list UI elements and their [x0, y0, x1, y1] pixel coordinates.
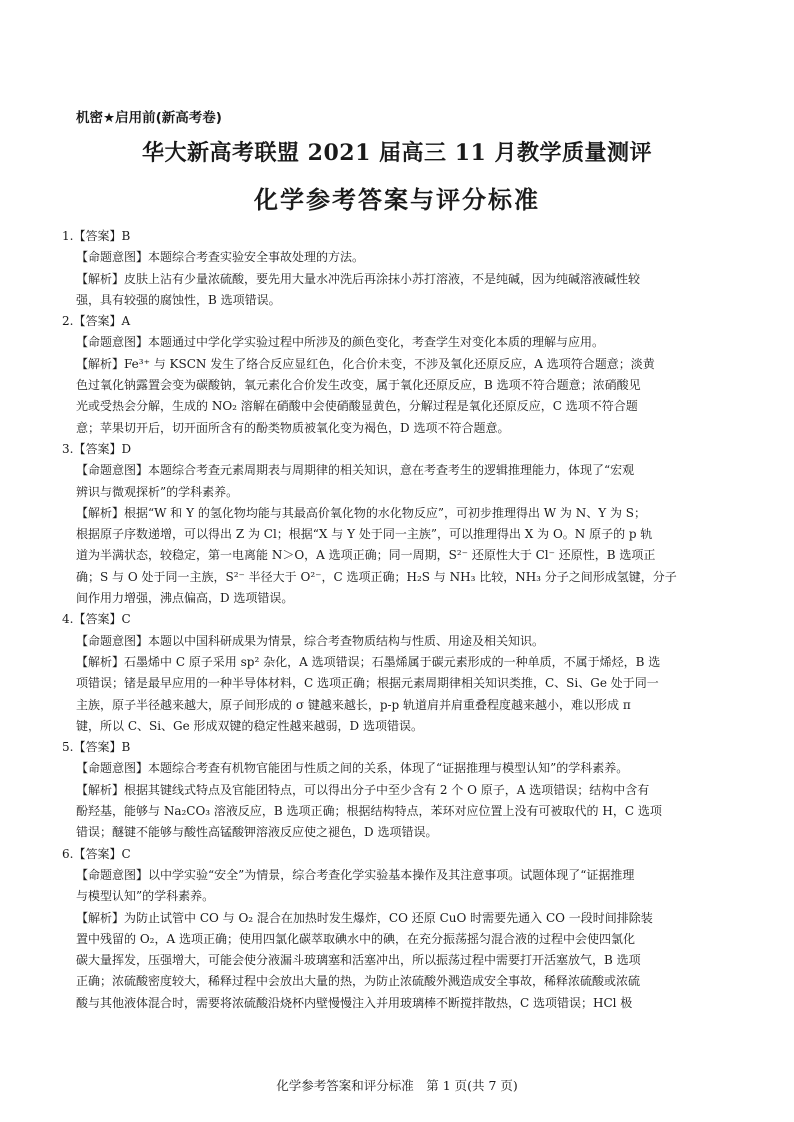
- answer-label: 5.【答案】B: [62, 740, 131, 755]
- intent-paragraph: [62, 865, 742, 908]
- text-line: 【解析】根据“W 和 Y 的氢化物均能与其最高价氧化物的水化物反应”，可初步推理得出 W 为 N、Y 为 S；: [76, 505, 647, 520]
- text-line: 【解析】根据其键线式特点及官能团特点，可以得出分子中至少含有 2 个 O 原子，A 选项错误；结构中含有: [76, 782, 650, 797]
- answer-item: [62, 226, 742, 311]
- text-line: 酚羟基，能够与 Na₂CO₃ 溶液反应，B 选项正确；根据结构特点，苯环对应位置上没有可被取代的 H，C 选项: [76, 804, 662, 819]
- page-footer: 化学参考答案和评分标准 第 1 页(共 7 页): [276, 1078, 518, 1093]
- analysis-paragraph: [62, 908, 742, 1014]
- answer-label: 6.【答案】C: [62, 846, 131, 861]
- text-line: 【命题意图】本题综合考查元素周期表与周期律的相关知识，意在考查考生的逻辑推理能力，体现了“宏观: [76, 463, 635, 478]
- text-line: 酸与其他液体混合时，需要将浓硫酸沿烧杯内壁慢慢注入并用玻璃棒不断搅拌散热，C 选项错误；HCl 极: [76, 995, 633, 1010]
- text-line: 【解析】皮肤上沾有少量浓硫酸，要先用大量水冲洗后再涂抹小苏打溶液，不是纯碱，因为纯碱溶液碱性较: [76, 271, 641, 286]
- text-line: 正确；浓硫酸密度较大，稀释过程中会放出大量的热，为防止浓硫酸外溅造成安全事故，稀释浓硫酸或浓硫: [76, 974, 641, 989]
- text-line: 根据原子序数递增，可以得出 Z 为 Cl；根据“X 与 Y 处于同一主族”，可以推理得出 X 为 O。N 原子的 p 轨: [76, 527, 653, 542]
- analysis-paragraph: [62, 780, 742, 844]
- text-line: 主族，原子半径越来越大，原子间形成的 σ 键越来越长，p-p 轨道肩并肩重叠程度越来越小，难以形成 π: [76, 697, 631, 712]
- answer-label: 4.【答案】C: [62, 612, 131, 627]
- text-line: 【解析】Fe³⁺ 与 KSCN 发生了络合反应显红色，化合价未变，不涉及氧化还原反应，A 选项符合题意；淡黄: [76, 356, 655, 371]
- answer-item: [62, 844, 742, 1014]
- text-line: 光或受热会分解，生成的 NO₂ 溶解在硝酸中会使硝酸显黄色，分解过程是氧化还原反应，C 选项不符合题: [76, 399, 638, 414]
- text-line: 【命题意图】本题通过中学化学实验过程中所涉及的颜色变化，考查学生对变化本质的理解与应用。: [76, 335, 605, 350]
- analysis-paragraph: [62, 652, 742, 737]
- answer-item: [62, 737, 742, 843]
- answer-item: [62, 609, 742, 737]
- intent-paragraph: [62, 758, 742, 779]
- answer-item: [62, 311, 742, 439]
- analysis-paragraph: [62, 503, 742, 609]
- intent-paragraph: [62, 460, 742, 503]
- page-title: 华大新高考联盟 2021 届高三 11 月教学质量测评: [142, 140, 652, 166]
- analysis-paragraph: [62, 269, 742, 312]
- text-line: 色过氧化钠露置会变为碳酸钠，氧元素化合价发生改变，属于氧化还原反应，B 选项不符合题意；浓硝酸见: [76, 378, 641, 393]
- text-line: 间作用力增强，沸点偏高，D 选项错误。: [76, 591, 294, 606]
- text-line: 错误；醚键不能够与酸性高锰酸钾溶液反应使之褪色，D 选项错误。: [76, 825, 438, 840]
- page-subtitle: 化学参考答案与评分标准: [254, 186, 540, 214]
- classification-label: 机密★启用前(新高考卷): [76, 110, 222, 126]
- intent-paragraph: [62, 332, 742, 353]
- text-line: 确；S 与 O 处于同一主族，S²⁻ 半径大于 O²⁻，C 选项正确；H₂S 与 NH₃ 比较，NH₃ 分子之间形成氢键，分子: [76, 569, 677, 584]
- intent-paragraph: [62, 631, 742, 652]
- text-line: 【命题意图】本题以中国科研成果为情景，综合考查物质结构与性质、用途及相关知识。: [76, 633, 545, 648]
- text-line: 【命题意图】本题综合考查实验安全事故处理的方法。: [76, 250, 365, 265]
- text-line: 道为半满状态，较稳定，第一电离能 N＞O，A 选项正确；同一周期，S²⁻ 还原性大于 Cl⁻ 还原性，B 选项正: [76, 548, 656, 563]
- text-line: 项错误；锗是最早应用的一种半导体材料，C 选项正确；根据元素周期律相关知识类推，C、Si、Ge 处于同一: [76, 676, 659, 691]
- text-line: 置中残留的 O₂，A 选项正确；使用四氯化碳萃取碘水中的碘，在充分振荡摇匀混合液的过程中会使四氯化: [76, 931, 635, 946]
- answer-list: [62, 226, 742, 1014]
- text-line: 碳大量挥发，压强增大，可能会使分液漏斗玻璃塞和活塞冲出，所以振荡过程中需要打开活塞放气，B 选项: [76, 953, 641, 968]
- text-line: 与模型认知”的学科素养。: [76, 889, 215, 904]
- answer-label: 1.【答案】B: [62, 229, 131, 243]
- answer-label: 3.【答案】D: [62, 441, 132, 456]
- text-line: 【解析】为防止试管中 CO 与 O₂ 混合在加热时发生爆炸，CO 还原 CuO 时需要先通入 CO 一段时间排除装: [76, 910, 653, 925]
- intent-paragraph: [62, 247, 742, 268]
- text-line: 【命题意图】以中学实验“安全”为情景，综合考查化学实验基本操作及其注意事项。试题体现了“证据推理: [76, 867, 635, 882]
- text-line: 辨识与微观探析”的学科素养。: [76, 484, 239, 499]
- text-line: 意；苹果切开后，切开面所含有的酚类物质被氧化变为褐色，D 选项不符合题意。: [76, 420, 510, 435]
- text-line: 强，具有较强的腐蚀性，B 选项错误。: [76, 292, 281, 307]
- text-line: 【解析】石墨烯中 C 原子采用 sp² 杂化，A 选项错误；石墨烯属于碳元素形成的一种单质，不属于烯烃，B 选: [76, 654, 661, 669]
- text-line: 键，所以 C、Si、Ge 形成双键的稳定性越来越弱，D 选项错误。: [76, 718, 423, 733]
- answer-item: [62, 439, 742, 609]
- analysis-paragraph: [62, 354, 742, 439]
- text-line: 【命题意图】本题综合考查有机物官能团与性质之间的关系，体现了“证据推理与模型认知”的学科素养。: [76, 761, 629, 776]
- answer-label: 2.【答案】A: [62, 314, 131, 329]
